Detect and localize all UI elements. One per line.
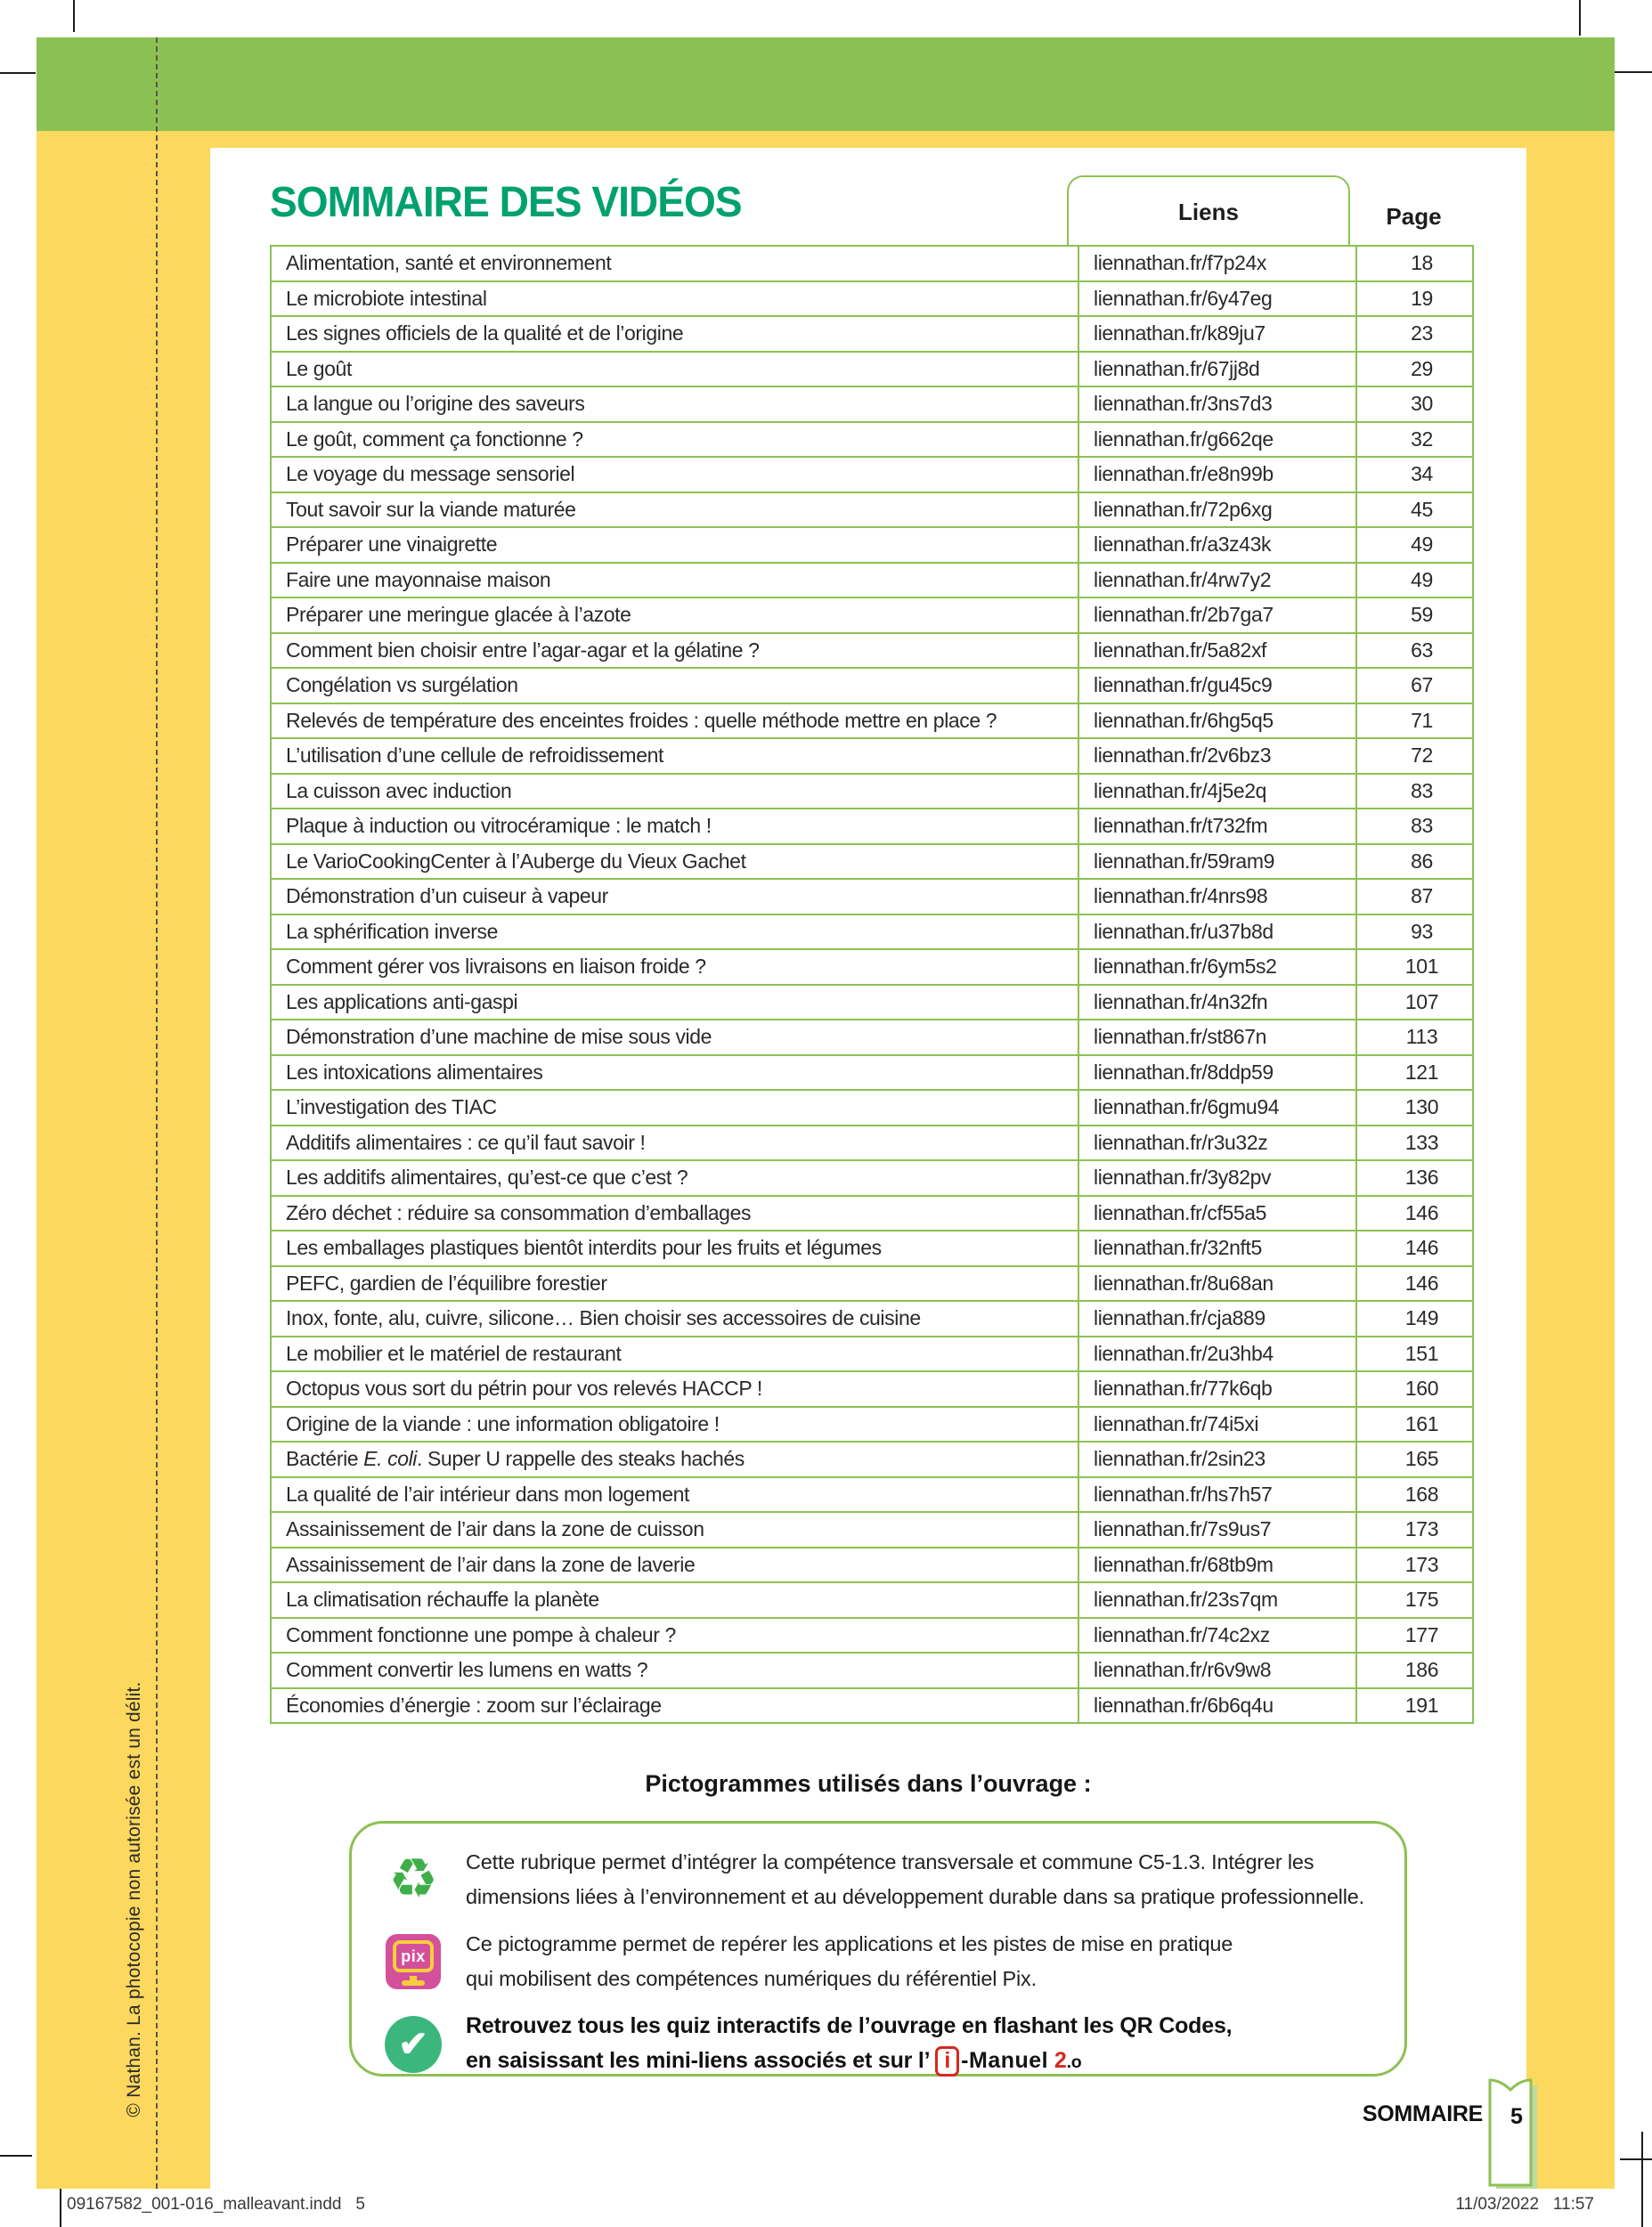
video-link-cell: liennathan.fr/8ddp59 xyxy=(1078,1055,1356,1091)
check-circle-icon: ✔ xyxy=(384,2015,443,2074)
video-page-cell: 32 xyxy=(1356,422,1473,458)
video-page-cell: 149 xyxy=(1356,1301,1473,1337)
video-title-cell: Relevés de température des enceintes froides : quelle méthode mettre en place ? xyxy=(271,703,1078,739)
video-title-cell: Zéro déchet : réduire sa consommation d’emballages xyxy=(271,1196,1078,1231)
video-link-cell: liennathan.fr/r6v9w8 xyxy=(1078,1653,1356,1688)
video-title-cell: Inox, fonte, alu, cuivre, silicone… Bien choisir ses accessoires de cuisine xyxy=(271,1301,1078,1337)
video-title-cell: La cuisson avec induction xyxy=(271,774,1078,809)
table-row xyxy=(271,633,1473,669)
liens-column-header xyxy=(1067,175,1350,247)
video-link-cell: liennathan.fr/23s7qm xyxy=(1078,1582,1356,1618)
crop-mark-bottom-right-v xyxy=(1641,2132,1643,2227)
video-link-cell: liennathan.fr/4rw7y2 xyxy=(1078,563,1356,598)
video-title-cell: Plaque à induction ou vitrocéramique : le match ! xyxy=(271,809,1078,844)
table-row xyxy=(271,809,1473,844)
video-page-cell: 168 xyxy=(1356,1477,1473,1513)
video-page-cell: 49 xyxy=(1356,527,1473,563)
video-page-cell: 29 xyxy=(1356,352,1473,387)
video-link-cell: liennathan.fr/f7p24x xyxy=(1078,246,1356,281)
video-title-cell: Les signes officiels de la qualité et de l’origine xyxy=(271,316,1078,352)
video-title-cell: PEFC, gardien de l’équilibre forestier xyxy=(271,1266,1078,1302)
video-link-cell: liennathan.fr/u37b8d xyxy=(1078,914,1356,950)
video-page-cell: 107 xyxy=(1356,985,1473,1020)
video-link-cell: liennathan.fr/g662qe xyxy=(1078,422,1356,458)
video-link-cell: liennathan.fr/4nrs98 xyxy=(1078,879,1356,914)
video-link-cell: liennathan.fr/6y47eg xyxy=(1078,281,1356,317)
video-title-cell: L’investigation des TIAC xyxy=(271,1090,1078,1126)
video-link-cell: liennathan.fr/k89ju7 xyxy=(1078,316,1356,352)
crop-mark-top-left-v xyxy=(73,0,75,32)
crop-mark-top-right-v xyxy=(1579,0,1581,36)
bookmark-icon xyxy=(1487,2077,1550,2191)
table-row xyxy=(271,844,1473,880)
table-row xyxy=(271,386,1473,422)
video-page-cell: 83 xyxy=(1356,774,1473,809)
video-title-cell: Le microbiote intestinal xyxy=(271,281,1078,317)
video-page-cell: 146 xyxy=(1356,1231,1473,1266)
video-page-cell: 175 xyxy=(1356,1582,1473,1618)
table-row xyxy=(271,1512,1473,1548)
recycle-icon: ♻ xyxy=(388,1849,438,1910)
video-link-cell: liennathan.fr/77k6qb xyxy=(1078,1371,1356,1407)
video-page-cell: 83 xyxy=(1356,809,1473,844)
table-row xyxy=(271,1653,1473,1688)
table-row xyxy=(271,527,1473,563)
video-title-cell: Comment fonctionne une pompe à chaleur ? xyxy=(271,1618,1078,1654)
video-link-cell: liennathan.fr/6hg5q5 xyxy=(1078,703,1356,739)
table-row xyxy=(271,879,1473,914)
video-link-cell: liennathan.fr/8u68an xyxy=(1078,1266,1356,1302)
pictogram-text: Ce pictogramme permet de repérer les applications et les pistes de mise en pratique qui mobilisent des compétences numériques du référentiel Pix. xyxy=(466,1932,1233,1990)
video-link-cell: liennathan.fr/st867n xyxy=(1078,1020,1356,1055)
video-link-cell: liennathan.fr/gu45c9 xyxy=(1078,668,1356,703)
video-page-cell: 86 xyxy=(1356,844,1473,880)
table-row xyxy=(271,316,1473,352)
video-title-cell: Bactérie E. coli. Super U rappelle des steaks hachés xyxy=(271,1442,1078,1477)
pix-icon xyxy=(384,1932,443,1991)
video-title-cell: Préparer une vinaigrette xyxy=(271,527,1078,563)
video-page-cell: 173 xyxy=(1356,1548,1473,1583)
video-page-cell: 146 xyxy=(1356,1266,1473,1302)
table-row xyxy=(271,1126,1473,1161)
table-row xyxy=(271,1688,1473,1724)
video-page-cell: 160 xyxy=(1356,1371,1473,1407)
video-link-cell: liennathan.fr/6gmu94 xyxy=(1078,1090,1356,1126)
video-link-cell: liennathan.fr/r3u32z xyxy=(1078,1126,1356,1161)
table-row xyxy=(271,1618,1473,1654)
video-link-cell: liennathan.fr/68tb9m xyxy=(1078,1548,1356,1583)
video-title-cell: Les additifs alimentaires, qu’est-ce que c’est ? xyxy=(271,1160,1078,1196)
footer-section-label: SOMMAIRE xyxy=(1362,2101,1483,2126)
video-link-cell: liennathan.fr/a3z43k xyxy=(1078,527,1356,563)
pictograms-box xyxy=(349,1821,1407,2077)
table-row xyxy=(271,1477,1473,1513)
table-row xyxy=(271,1582,1473,1618)
table-row xyxy=(271,1196,1473,1231)
table-row xyxy=(271,668,1473,703)
video-title-cell: Les applications anti-gaspi xyxy=(271,985,1078,1020)
video-title-cell: Économies d’énergie : zoom sur l’éclairage xyxy=(271,1688,1078,1724)
table-row xyxy=(271,1160,1473,1196)
pictogram-text: Retrouvez tous les quiz interactifs de l’ouvrage en flashant les QR Codes, en saisissant les mini-liens associés et sur l’ i -Manuel 2.o xyxy=(466,2009,1232,2080)
table-row xyxy=(271,1337,1473,1372)
table-row xyxy=(271,1266,1473,1302)
binding-dashed-line xyxy=(156,37,158,2189)
video-page-cell: 18 xyxy=(1356,246,1473,281)
table-row xyxy=(271,1020,1473,1055)
pictogram-item-recycle xyxy=(384,1845,1404,1914)
video-page-cell: 165 xyxy=(1356,1442,1473,1477)
video-page-cell: 146 xyxy=(1356,1196,1473,1231)
video-link-cell: liennathan.fr/59ram9 xyxy=(1078,844,1356,880)
table-row xyxy=(271,1231,1473,1266)
video-title-cell: Additifs alimentaires : ce qu’il faut savoir ! xyxy=(271,1126,1078,1161)
videos-table xyxy=(270,245,1474,1724)
video-page-cell: 45 xyxy=(1356,492,1473,528)
table-row xyxy=(271,281,1473,317)
pictogram-item-pix xyxy=(384,1927,1404,1996)
video-link-cell: liennathan.fr/4n32fn xyxy=(1078,985,1356,1020)
crop-mark-bottom-right-h xyxy=(1620,2158,1652,2160)
table-row xyxy=(271,246,1473,281)
video-title-cell: La climatisation réchauffe la planète xyxy=(271,1582,1078,1618)
table-row xyxy=(271,1371,1473,1407)
video-title-cell: Le goût xyxy=(271,352,1078,387)
video-title-cell: Démonstration d’une machine de mise sous vide xyxy=(271,1020,1078,1055)
video-page-cell: 34 xyxy=(1356,457,1473,492)
video-link-cell: liennathan.fr/74i5xi xyxy=(1078,1407,1356,1443)
video-link-cell: liennathan.fr/67jj8d xyxy=(1078,352,1356,387)
table-row xyxy=(271,1548,1473,1583)
video-page-cell: 191 xyxy=(1356,1688,1473,1724)
table-row xyxy=(271,914,1473,950)
table-row xyxy=(271,1442,1473,1477)
crop-mark-top-left-h xyxy=(0,72,36,74)
table-row xyxy=(271,492,1473,528)
video-title-cell: Comment gérer vos livraisons en liaison froide ? xyxy=(271,949,1078,985)
video-link-cell: liennathan.fr/2sin23 xyxy=(1078,1442,1356,1477)
page-number: 5 xyxy=(1510,2104,1523,2129)
print-info-right: 11/03/2022 11:57 xyxy=(1455,2195,1594,2214)
video-title-cell: Préparer une meringue glacée à l’azote xyxy=(271,597,1078,633)
print-info-left: 09167582_001-016_malleavant.indd 5 xyxy=(67,2195,365,2214)
video-link-cell: liennathan.fr/32nft5 xyxy=(1078,1231,1356,1266)
video-page-cell: 121 xyxy=(1356,1055,1473,1091)
video-page-cell: 49 xyxy=(1356,563,1473,598)
table-row xyxy=(271,597,1473,633)
video-link-cell: liennathan.fr/6b6q4u xyxy=(1078,1688,1356,1724)
video-title-cell: Octopus vous sort du pétrin pour vos relevés HACCP ! xyxy=(271,1371,1078,1407)
video-title-cell: Comment bien choisir entre l’agar-agar et la gélatine ? xyxy=(271,633,1078,669)
pictograms-heading: Pictogrammes utilisés dans l’ouvrage : xyxy=(645,1770,1092,1797)
table-row xyxy=(271,1090,1473,1126)
video-page-cell: 59 xyxy=(1356,597,1473,633)
video-page-cell: 23 xyxy=(1356,316,1473,352)
video-link-cell: liennathan.fr/7s9us7 xyxy=(1078,1512,1356,1548)
video-link-cell: liennathan.fr/hs7h57 xyxy=(1078,1477,1356,1513)
table-row xyxy=(271,457,1473,492)
pix-screen: pix xyxy=(393,1940,434,1972)
video-page-cell: 71 xyxy=(1356,703,1473,739)
crop-mark-bottom-left-h xyxy=(0,2155,32,2157)
video-link-cell: liennathan.fr/2u3hb4 xyxy=(1078,1337,1356,1372)
table-row xyxy=(271,985,1473,1020)
table-row xyxy=(271,1407,1473,1443)
video-title-cell: Comment convertir les lumens en watts ? xyxy=(271,1653,1078,1688)
video-link-cell: liennathan.fr/74c2xz xyxy=(1078,1618,1356,1654)
table-row xyxy=(271,352,1473,387)
video-page-cell: 151 xyxy=(1356,1337,1473,1372)
video-link-cell: liennathan.fr/72p6xg xyxy=(1078,492,1356,528)
imanuel-i-mark: i xyxy=(935,2046,959,2077)
video-page-cell: 173 xyxy=(1356,1512,1473,1548)
video-title-cell: La langue ou l’origine des saveurs xyxy=(271,386,1078,422)
video-page-cell: 113 xyxy=(1356,1020,1473,1055)
video-link-cell: liennathan.fr/cja889 xyxy=(1078,1301,1356,1337)
page-title: SOMMAIRE DES VIDÉOS xyxy=(270,179,742,226)
crop-mark-top-right-h xyxy=(1615,71,1652,73)
video-title-cell: La sphérification inverse xyxy=(271,914,1078,950)
video-page-cell: 93 xyxy=(1356,914,1473,950)
table-row xyxy=(271,949,1473,985)
video-title-cell: Démonstration d’un cuiseur à vapeur xyxy=(271,879,1078,914)
page-column-header: Page xyxy=(1386,203,1442,230)
video-title-cell: Assainissement de l’air dans la zone de laverie xyxy=(271,1548,1078,1583)
video-page-cell: 177 xyxy=(1356,1618,1473,1654)
video-link-cell: liennathan.fr/3y82pv xyxy=(1078,1160,1356,1196)
page-number-bookmark xyxy=(1487,2077,1550,2191)
video-title-cell: Faire une mayonnaise maison xyxy=(271,563,1078,598)
video-page-cell: 30 xyxy=(1356,386,1473,422)
video-title-cell: Origine de la viande : une information obligatoire ! xyxy=(271,1407,1078,1443)
video-page-cell: 67 xyxy=(1356,668,1473,703)
video-page-cell: 19 xyxy=(1356,281,1473,317)
pictogram-text: Cette rubrique permet d’intégrer la compétence transversale et commune C5-1.3. Intégrer les dimensions liées à l’environnement et au développement durable dans sa pratique professionnelle. xyxy=(466,1850,1364,1908)
video-link-cell: liennathan.fr/5a82xf xyxy=(1078,633,1356,669)
video-link-cell: liennathan.fr/e8n99b xyxy=(1078,457,1356,492)
video-page-cell: 133 xyxy=(1356,1126,1473,1161)
video-link-cell: liennathan.fr/2b7ga7 xyxy=(1078,597,1356,633)
top-green-band xyxy=(37,37,1615,131)
video-link-cell: liennathan.fr/3ns7d3 xyxy=(1078,386,1356,422)
copyright-vertical-text: © Nathan. La photocopie non autorisée est un délit. xyxy=(124,1681,144,2117)
imanuel-logo: i -Manuel 2.o xyxy=(930,2048,1081,2073)
video-link-cell: liennathan.fr/2v6bz3 xyxy=(1078,738,1356,774)
video-page-cell: 101 xyxy=(1356,949,1473,985)
video-page-cell: 130 xyxy=(1356,1090,1473,1126)
video-title-cell: Assainissement de l’air dans la zone de cuisson xyxy=(271,1512,1078,1548)
video-title-cell: Le goût, comment ça fonctionne ? xyxy=(271,422,1078,458)
video-title-cell: Les emballages plastiques bientôt interdits pour les fruits et légumes xyxy=(271,1231,1078,1266)
video-title-cell: Les intoxications alimentaires xyxy=(271,1055,1078,1091)
video-title-cell: Tout savoir sur la viande maturée xyxy=(271,492,1078,528)
video-link-cell: liennathan.fr/t732fm xyxy=(1078,809,1356,844)
video-page-cell: 63 xyxy=(1356,633,1473,669)
video-link-cell: liennathan.fr/4j5e2q xyxy=(1078,774,1356,809)
video-page-cell: 136 xyxy=(1356,1160,1473,1196)
video-link-cell: liennathan.fr/cf55a5 xyxy=(1078,1196,1356,1231)
video-page-cell: 87 xyxy=(1356,879,1473,914)
video-title-cell: Le VarioCookingCenter à l’Auberge du Vieux Gachet xyxy=(271,844,1078,880)
video-title-cell: La qualité de l’air intérieur dans mon logement xyxy=(271,1477,1078,1513)
table-row xyxy=(271,774,1473,809)
pictogram-item-quiz xyxy=(384,2009,1404,2080)
video-title-cell: L’utilisation d’une cellule de refroidissement xyxy=(271,738,1078,774)
video-page-cell: 72 xyxy=(1356,738,1473,774)
video-page-cell: 161 xyxy=(1356,1407,1473,1443)
video-title-cell: Congélation vs surgélation xyxy=(271,668,1078,703)
table-row xyxy=(271,422,1473,458)
liens-header-label: Liens xyxy=(1178,198,1239,225)
video-title-cell: Alimentation, santé et environnement xyxy=(271,246,1078,281)
video-link-cell: liennathan.fr/6ym5s2 xyxy=(1078,949,1356,985)
table-row xyxy=(271,703,1473,739)
video-page-cell: 186 xyxy=(1356,1653,1473,1688)
table-row xyxy=(271,738,1473,774)
video-title-cell: Le voyage du message sensoriel xyxy=(271,457,1078,492)
table-row xyxy=(271,1301,1473,1337)
table-row xyxy=(271,563,1473,598)
video-table-body xyxy=(271,246,1473,1723)
table-row xyxy=(271,1055,1473,1091)
video-title-cell: Le mobilier et le matériel de restaurant xyxy=(271,1337,1078,1372)
